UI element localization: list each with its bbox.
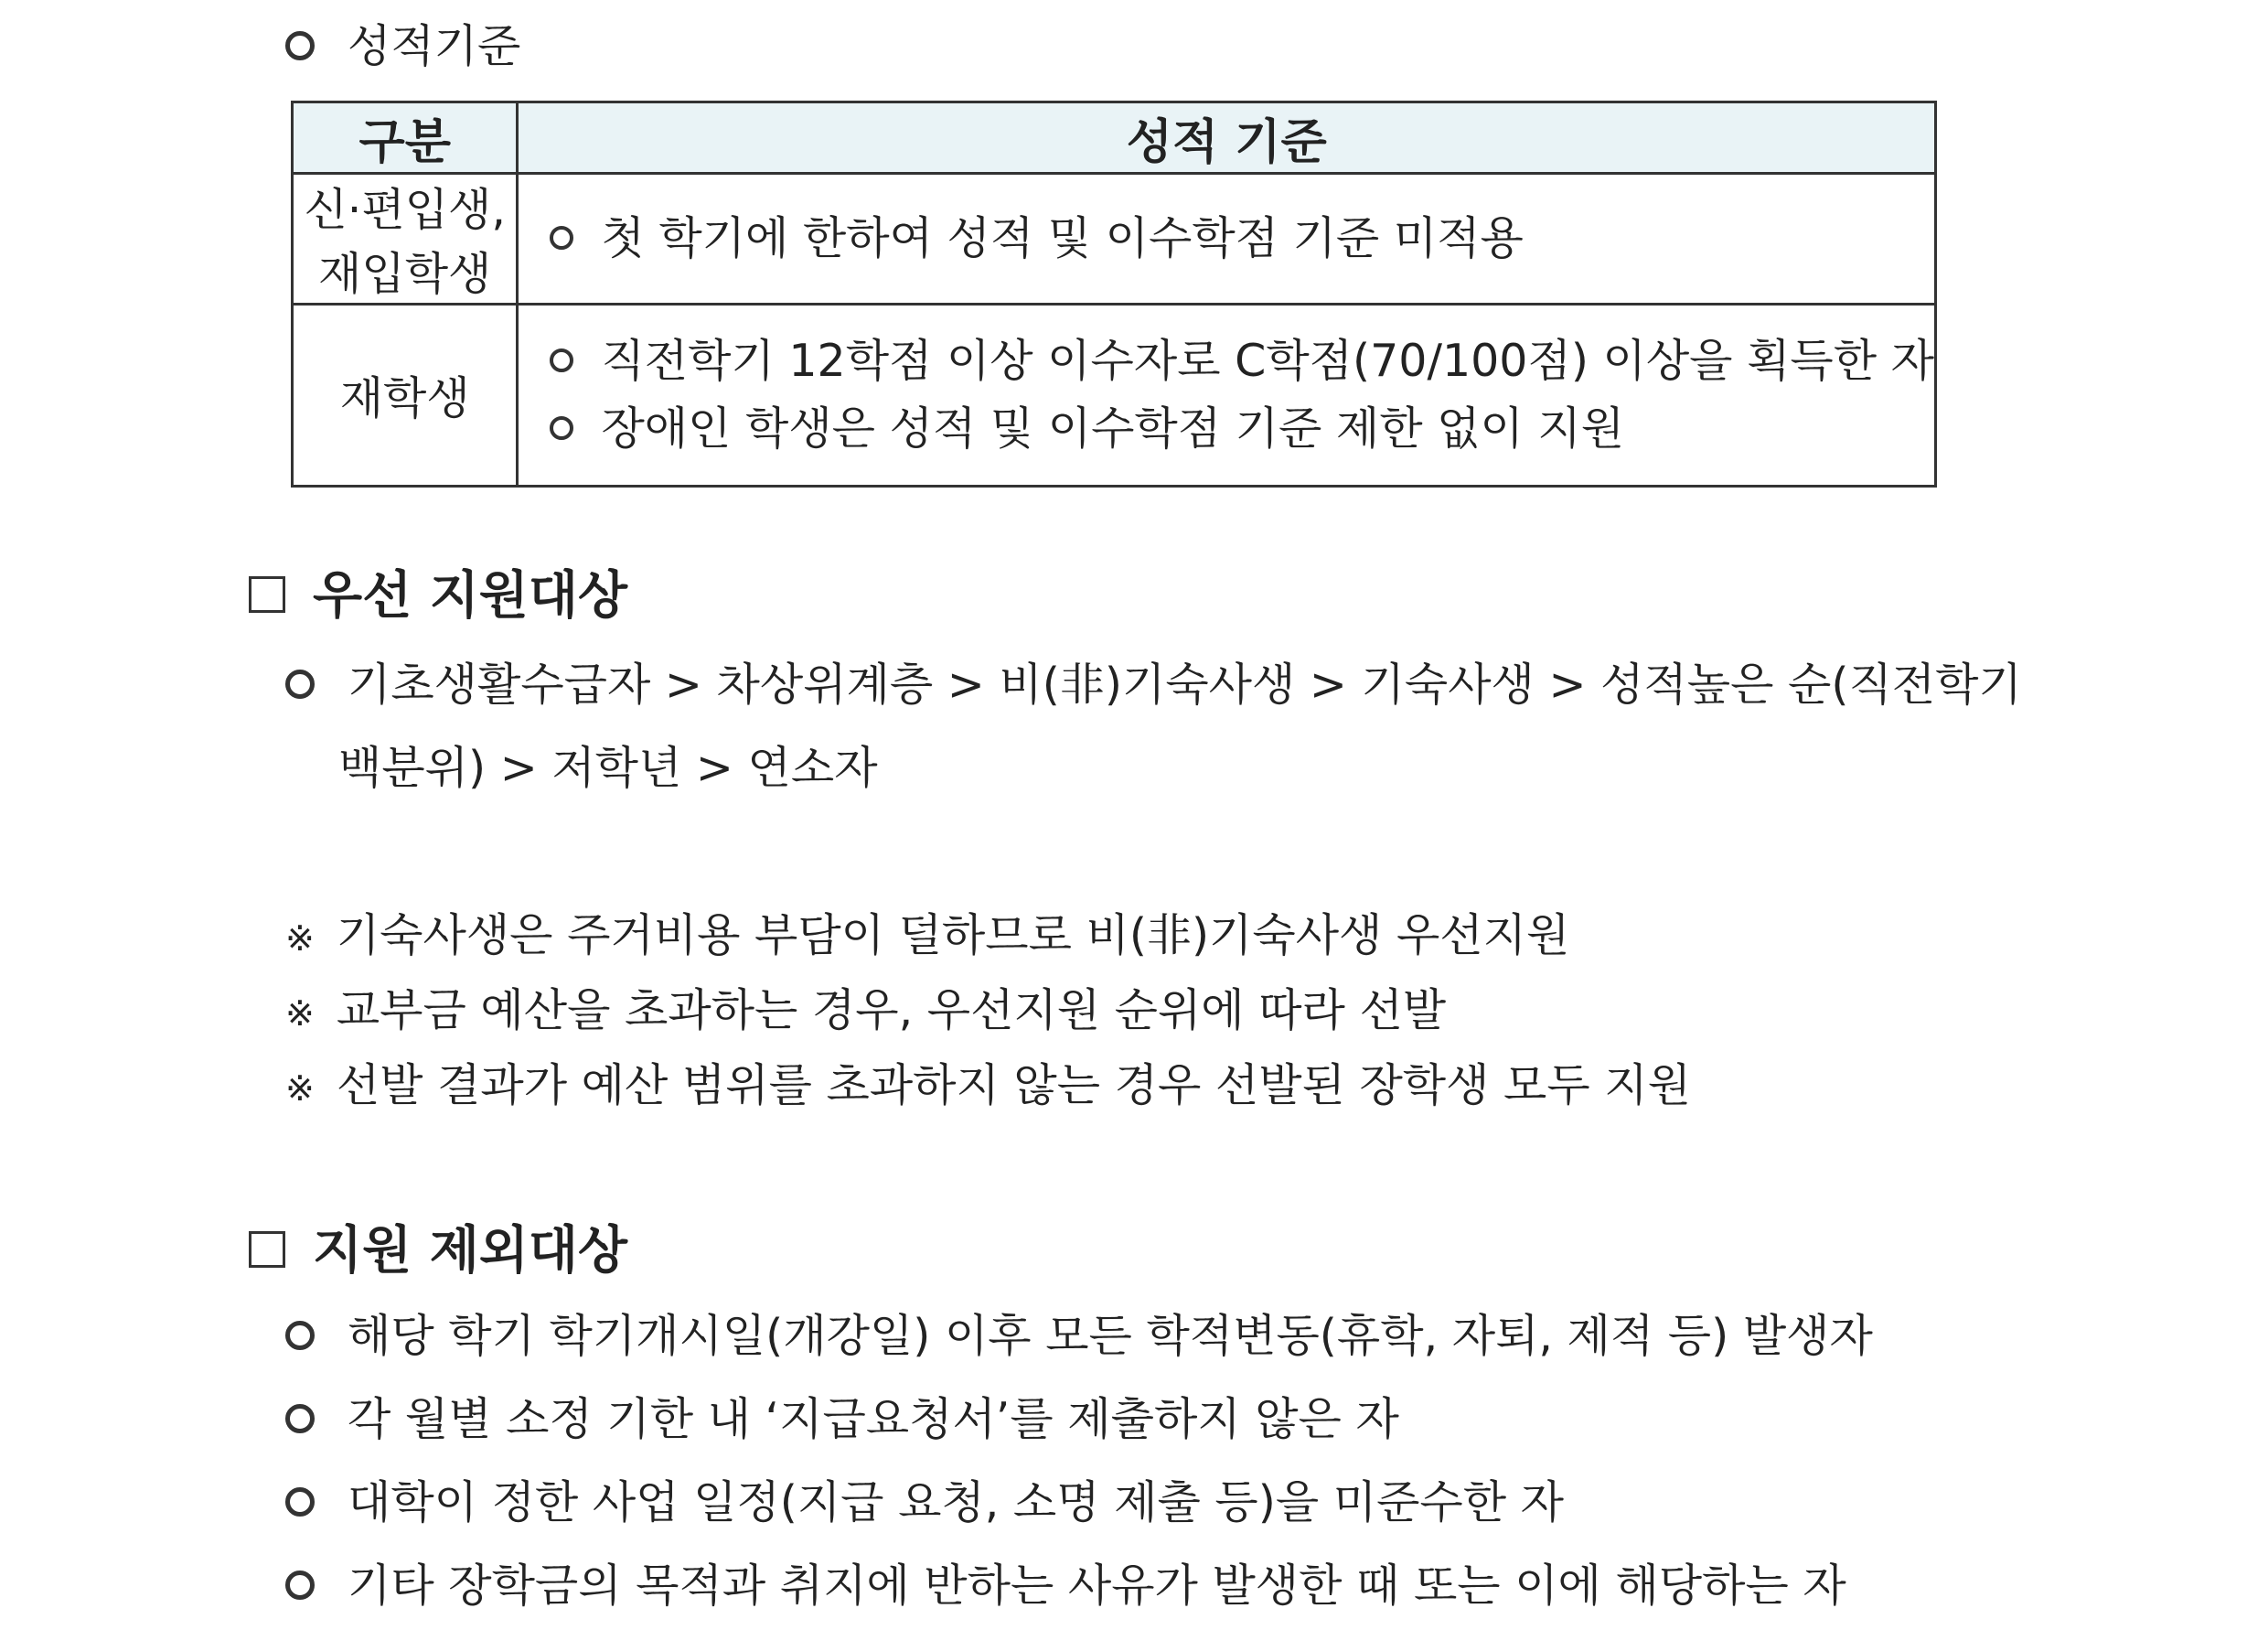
priority-order-text: 기초생활수급자 > 차상위계층 > 비(非)기숙사생 > 기숙사생 > 성적높은 순(직전학기	[348, 659, 2022, 711]
exclusion-item-text: 기타 장학금의 목적과 취지에 반하는 사유가 발생한 때 또는 이에 해당하는 자	[348, 1560, 1846, 1612]
criteria-item	[550, 327, 1934, 395]
row-category: 신·편입생, 재입학생	[293, 174, 518, 305]
circle-bullet-icon	[285, 1404, 315, 1433]
exclusion-title-text: 지원 제외대상	[313, 1221, 628, 1281]
priority-note	[285, 909, 1570, 961]
exclusion-item	[285, 1310, 1873, 1362]
header-criteria: 성적 기준	[518, 102, 1936, 174]
priority-note	[285, 984, 1447, 1036]
exclusion-item-text: 해당 학기 학기개시일(개강일) 이후 모든 학적변동(휴학, 자퇴, 제적 등) 발생자	[348, 1310, 1873, 1362]
criteria-item	[550, 395, 1934, 463]
checkbox-square-icon	[249, 1231, 285, 1268]
reference-mark-icon: ※	[285, 993, 315, 1034]
priority-note-text: 기숙사생은 주거비용 부담이 덜하므로 비(非)기숙사생 우선지원	[336, 909, 1570, 961]
circle-bullet-icon	[285, 1571, 315, 1600]
grade-criteria-heading-text: 성적기준	[348, 20, 521, 72]
row-criteria	[518, 305, 1936, 487]
circle-bullet-icon	[285, 1487, 315, 1517]
row-category: 재학생	[293, 305, 518, 487]
grade-criteria-heading	[285, 20, 521, 72]
priority-note	[285, 1059, 1691, 1111]
priority-note-text: 교부금 예산을 초과하는 경우, 우선지원 순위에 따라 선발	[336, 984, 1447, 1036]
priority-title-text: 우선 지원대상	[313, 566, 628, 626]
circle-bullet-icon	[285, 31, 315, 60]
grade-criteria-table	[291, 101, 1937, 488]
circle-bullet-icon	[285, 670, 315, 699]
circle-bullet-icon	[550, 416, 573, 440]
reference-mark-icon: ※	[285, 1068, 315, 1109]
table-header-row	[293, 102, 1936, 174]
criteria-text: 첫 학기에 한하여 성적 및 이수학점 기준 미적용	[601, 212, 1524, 264]
priority-order-continuation: 백분위) > 저학년 > 연소자	[338, 742, 878, 794]
priority-order-line	[285, 659, 2022, 711]
criteria-text: 장애인 학생은 성적 및 이수학점 기준 제한 없이 지원	[601, 402, 1625, 455]
circle-bullet-icon	[285, 1321, 315, 1350]
table-row	[293, 305, 1936, 487]
priority-note-text: 선발 결과가 예산 범위를 초과하지 않는 경우 선발된 장학생 모두 지원	[336, 1059, 1691, 1111]
checkbox-square-icon	[249, 576, 285, 613]
circle-bullet-icon	[550, 348, 573, 372]
circle-bullet-icon	[550, 226, 573, 250]
exclusion-item-text: 각 월별 소정 기한 내 ‘지급요청서’를 제출하지 않은 자	[348, 1393, 1399, 1445]
exclusion-item	[285, 1393, 1399, 1445]
exclusion-section-title	[249, 1221, 628, 1281]
criteria-item	[550, 205, 1934, 273]
reference-mark-icon: ※	[285, 918, 315, 959]
criteria-text: 직전학기 12학점 이상 이수자로 C학점(70/100점) 이상을 획득한 자	[601, 335, 1934, 387]
exclusion-item	[285, 1476, 1565, 1528]
row-criteria	[518, 174, 1936, 305]
table-row	[293, 174, 1936, 305]
priority-section-title	[249, 566, 628, 626]
header-category: 구분	[293, 102, 518, 174]
exclusion-item	[285, 1560, 1846, 1612]
exclusion-item-text: 대학이 정한 사업 일정(지급 요청, 소명 제출 등)을 미준수한 자	[348, 1476, 1565, 1528]
